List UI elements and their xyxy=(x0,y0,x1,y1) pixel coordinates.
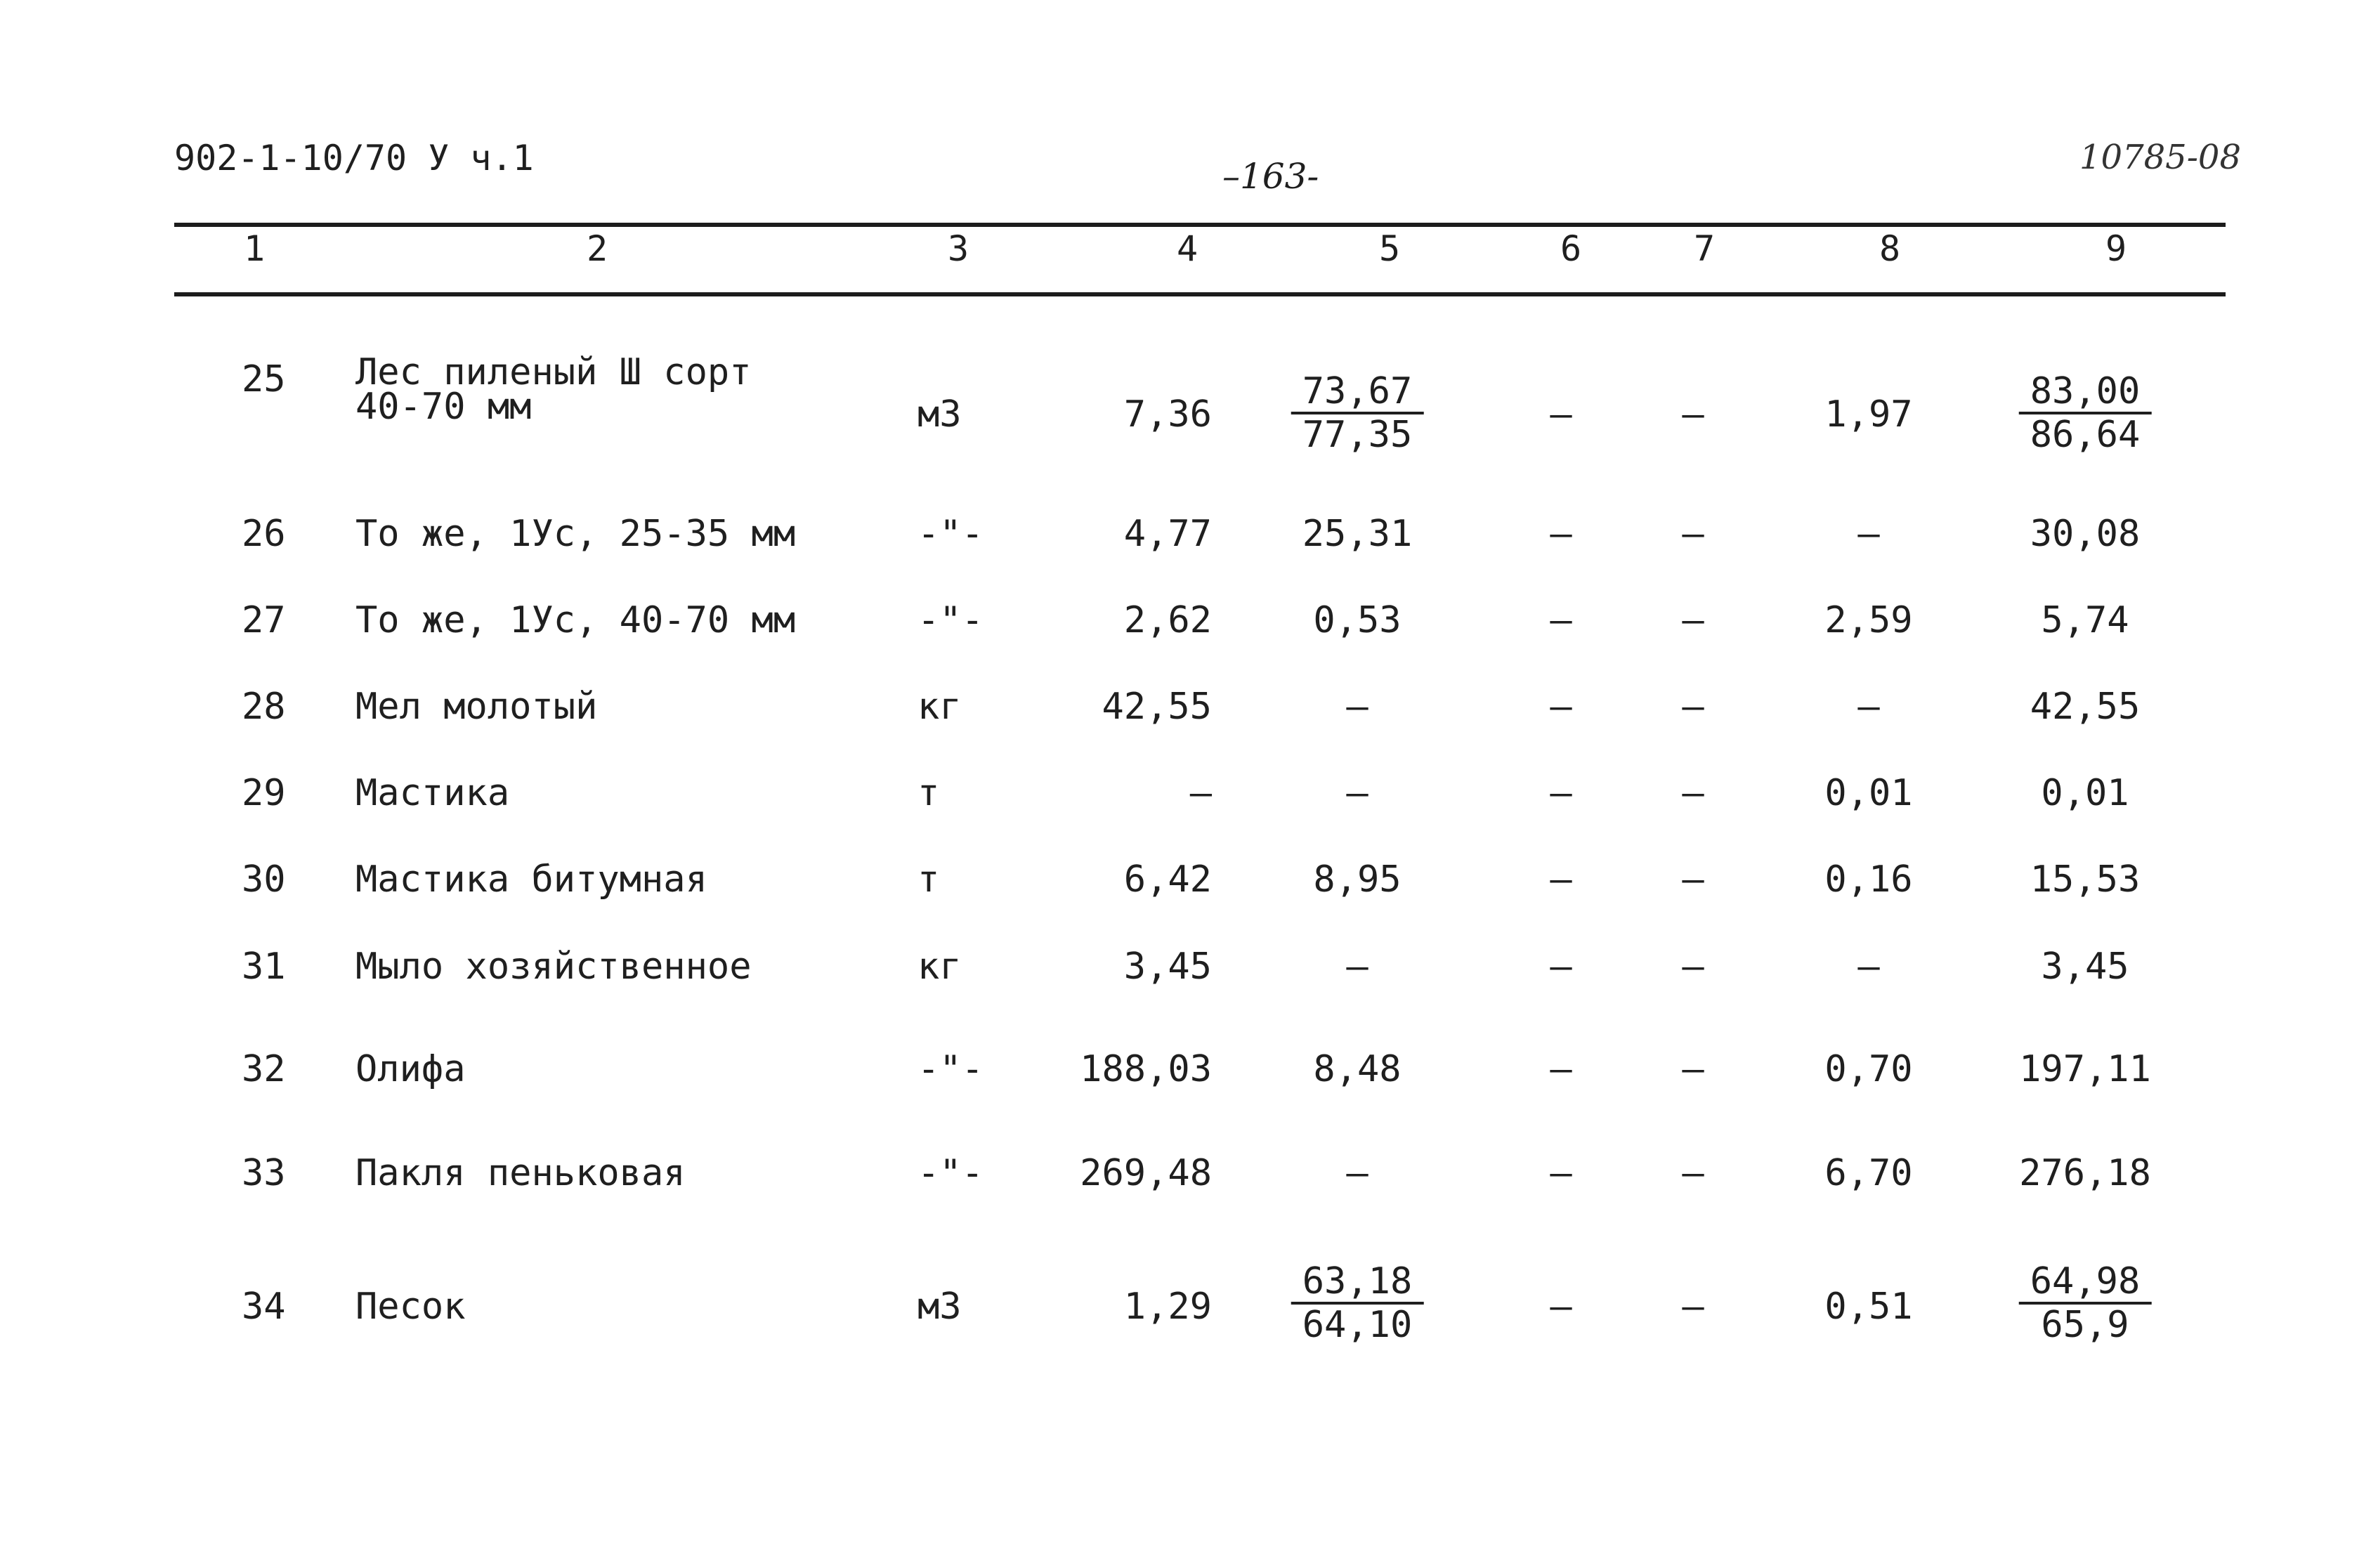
col4-value: 269,48 xyxy=(1080,1152,1212,1194)
column-number-5: 5 xyxy=(1378,228,1401,269)
col6-value: – xyxy=(1550,1286,1572,1328)
material-name: То же, 1Ус, 40-70 мм xyxy=(355,599,796,641)
col5-value: – xyxy=(1346,772,1369,814)
col9-value: 5,74 xyxy=(2041,599,2129,641)
material-name: То же, 1Ус, 25-35 мм xyxy=(355,513,796,555)
unit: -"- xyxy=(917,599,984,641)
col4-value: 2,62 xyxy=(1123,599,1212,641)
col5-numerator: 73,67 xyxy=(1291,371,1424,414)
col4-value: 1,29 xyxy=(1123,1286,1212,1328)
table-row xyxy=(0,599,2371,698)
unit: -"- xyxy=(917,1048,984,1090)
column-number-6: 6 xyxy=(1560,228,1582,269)
col4-value: 6,42 xyxy=(1123,858,1212,901)
col5-value: – xyxy=(1346,686,1369,728)
col4-value: 188,03 xyxy=(1080,1048,1212,1090)
unit: т xyxy=(917,772,940,814)
material-name-line1: Лес пиленый Ш сорт xyxy=(355,351,752,393)
col7-value: – xyxy=(1682,1286,1704,1328)
column-number-2: 2 xyxy=(586,228,608,269)
material-name: Мел молотый xyxy=(355,686,598,728)
col4-value: 42,55 xyxy=(1102,686,1212,728)
col5-value: – xyxy=(1346,946,1369,988)
col6-value: – xyxy=(1550,1048,1572,1090)
table-row xyxy=(0,1152,2371,1250)
col5-value: – xyxy=(1346,1152,1369,1194)
col7-value: – xyxy=(1682,1048,1704,1090)
unit: т xyxy=(917,858,940,901)
column-number-7: 7 xyxy=(1693,228,1716,269)
col9-value: 197,11 xyxy=(2019,1048,2151,1090)
col7-value: – xyxy=(1682,513,1704,555)
col9-value xyxy=(2019,1261,2152,1346)
row-number: 26 xyxy=(242,513,286,555)
col5-denominator: 77,35 xyxy=(1302,414,1413,457)
table-row xyxy=(0,513,2371,611)
column-number-1: 1 xyxy=(243,228,266,269)
column-number-8: 8 xyxy=(1879,228,1901,269)
col8-value: – xyxy=(1857,513,1880,555)
col9-value xyxy=(2019,371,2152,456)
column-number-9: 9 xyxy=(2105,228,2127,269)
col7-value: – xyxy=(1682,599,1704,641)
row-number: 31 xyxy=(242,946,286,988)
document-code: 902-1-10/70 У ч.1 xyxy=(174,138,534,178)
col5-value: 8,95 xyxy=(1313,858,1402,901)
row-number: 27 xyxy=(242,599,286,641)
page-number: –163- xyxy=(1222,156,1319,197)
column-number-3: 3 xyxy=(947,228,969,269)
col7-value: – xyxy=(1682,393,1704,436)
unit: кг xyxy=(917,946,962,988)
table-row xyxy=(0,1257,2371,1356)
material-name xyxy=(355,351,752,429)
unit: м3 xyxy=(917,1286,962,1328)
table-row xyxy=(0,772,2371,870)
table-row xyxy=(0,946,2371,1044)
header-bottom-rule xyxy=(174,292,2226,296)
unit: -"- xyxy=(917,513,984,555)
col8-value: – xyxy=(1857,946,1880,988)
material-name: Песок xyxy=(355,1286,466,1328)
col9-value: 42,55 xyxy=(2030,686,2141,728)
col7-value: – xyxy=(1682,946,1704,988)
table-row xyxy=(0,1048,2371,1146)
unit: -"- xyxy=(917,1152,984,1194)
table-row xyxy=(0,858,2371,957)
col5-value xyxy=(1291,371,1424,456)
col6-value: – xyxy=(1550,858,1572,901)
col5-value xyxy=(1291,1261,1424,1346)
column-number-4: 4 xyxy=(1176,228,1198,269)
col8-value: 0,16 xyxy=(1824,858,1913,901)
col8-value: 0,51 xyxy=(1824,1286,1913,1328)
material-name: Олифа xyxy=(355,1048,466,1090)
row-number: 25 xyxy=(242,358,286,400)
col9-value: 0,01 xyxy=(2041,772,2129,814)
col5-value: 25,31 xyxy=(1302,513,1413,555)
material-name: Мастика битумная xyxy=(355,858,707,901)
col9-numerator: 83,00 xyxy=(2019,371,2152,414)
unit: кг xyxy=(917,686,962,728)
col4-value: 4,77 xyxy=(1123,513,1212,555)
col7-value: – xyxy=(1682,858,1704,901)
col8-value: 2,59 xyxy=(1824,599,1913,641)
col5-denominator: 64,10 xyxy=(1302,1304,1413,1347)
col6-value: – xyxy=(1550,946,1572,988)
col7-value: – xyxy=(1682,686,1704,728)
col6-value: – xyxy=(1550,393,1572,436)
col6-value: – xyxy=(1550,599,1572,641)
col9-denominator: 65,9 xyxy=(2041,1304,2129,1347)
table-top-rule xyxy=(174,223,2226,227)
col6-value: – xyxy=(1550,1152,1572,1194)
material-name: Пакля пеньковая xyxy=(355,1152,686,1194)
col5-value: 0,53 xyxy=(1313,599,1402,641)
col5-numerator: 63,18 xyxy=(1291,1261,1424,1305)
col6-value: – xyxy=(1550,772,1572,814)
col5-value: 8,48 xyxy=(1313,1048,1402,1090)
col8-value: 0,01 xyxy=(1824,772,1913,814)
col8-value: 1,97 xyxy=(1824,393,1913,436)
col7-value: – xyxy=(1682,772,1704,814)
col8-value: 0,70 xyxy=(1824,1048,1913,1090)
col6-value: – xyxy=(1550,686,1572,728)
unit: м3 xyxy=(917,393,962,436)
material-name-line2: 40-70 мм xyxy=(355,386,532,429)
row-number: 32 xyxy=(242,1048,286,1090)
col7-value: – xyxy=(1682,1152,1704,1194)
col4-value: 7,36 xyxy=(1123,393,1212,436)
col9-value: 15,53 xyxy=(2030,858,2141,901)
row-number: 33 xyxy=(242,1152,286,1194)
table-row xyxy=(0,686,2371,784)
col9-denominator: 86,64 xyxy=(2030,414,2141,457)
col4-value: 3,45 xyxy=(1123,946,1212,988)
row-number: 28 xyxy=(242,686,286,728)
col4-value: – xyxy=(1189,772,1212,814)
col6-value: – xyxy=(1550,513,1572,555)
col8-value: – xyxy=(1857,686,1880,728)
material-name: Мастика xyxy=(355,772,510,814)
col9-numerator: 64,98 xyxy=(2019,1261,2152,1305)
inventory-number: 10785-08 xyxy=(2079,138,2241,177)
row-number: 29 xyxy=(242,772,286,814)
col9-value: 276,18 xyxy=(2019,1152,2151,1194)
col8-value: 6,70 xyxy=(1824,1152,1913,1194)
material-name: Мыло хозяйственное xyxy=(355,946,752,988)
table-row xyxy=(0,351,2371,457)
row-number: 34 xyxy=(242,1286,286,1328)
col9-value: 3,45 xyxy=(2041,946,2129,988)
row-number: 30 xyxy=(242,858,286,901)
col9-value: 30,08 xyxy=(2030,513,2141,555)
